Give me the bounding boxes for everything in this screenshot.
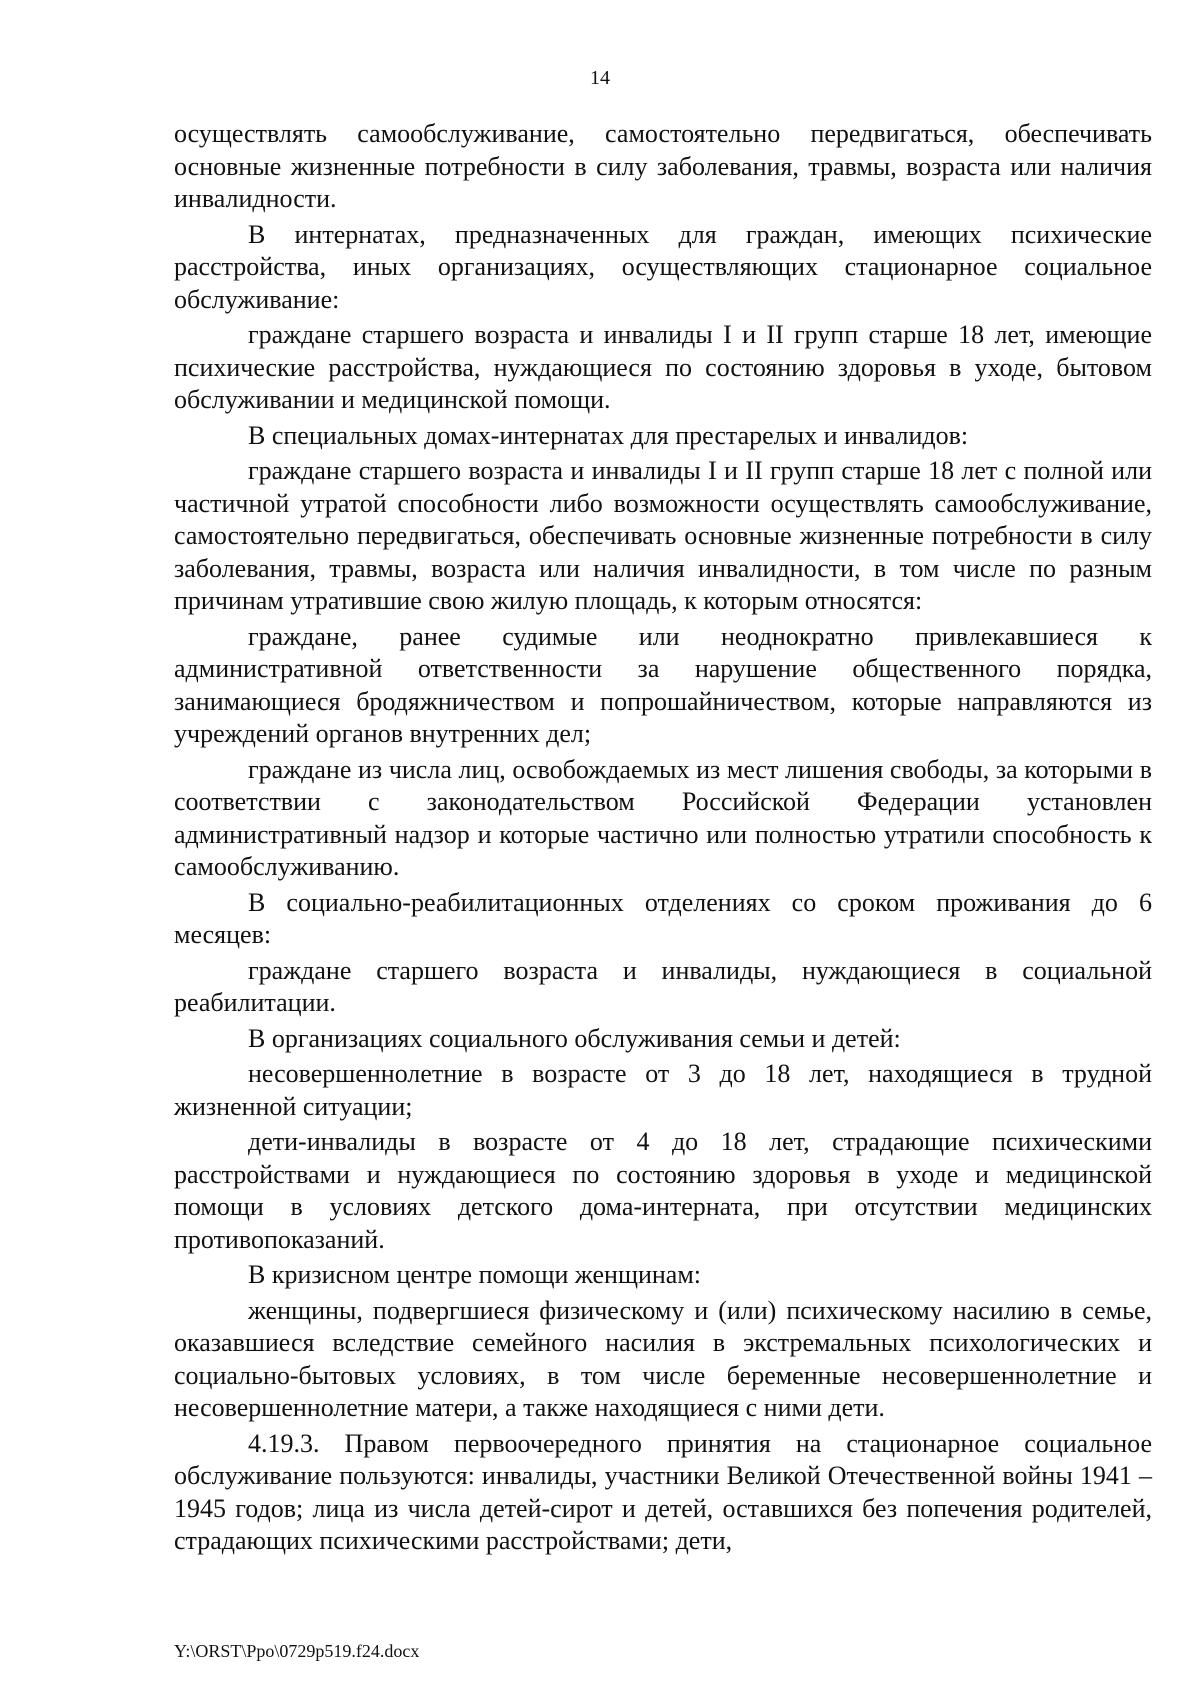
- paragraph-internats-citizens: граждане старшего возраста и инвалиды I и II групп старше 18 лет, имеющие психические расстройства, нуждающиеся по состоянию здоровья в уходе, бытовом обслуживании и медицинской помощи.: [174, 320, 1152, 414]
- paragraph-rehab-heading: В социально-реабилитационных отделениях со сроком проживания до 6 месяцев:: [174, 887, 1152, 949]
- paragraph-family-heading: В организациях социального обслуживания семьи и детей:: [248, 1023, 901, 1053]
- paragraph-special-homes-heading: В специальных домах-интернатах для престарелых и инвалидов:: [248, 420, 969, 450]
- paragraph-convicted-citizens: граждане, ранее судимые или неоднократно привлекавшиеся к административной ответственности за нарушение общественного порядка, занимающиеся бродяжничеством и попрошайничеством, которые направляются из учреждений органов внутренних дел;: [174, 621, 1152, 748]
- paragraph-disabled-children: дети-инвалиды в возрасте от 4 до 18 лет, страдающие психическими расстройствами и нуждающиеся по состоянию здоровья в уходе и медицинской помощи в условиях детского дома-интерната, при отсутствии медицинских противопоказаний.: [174, 1127, 1152, 1254]
- paragraph-minors: несовершеннолетние в возрасте от 3 до 18 лет, находящиеся в трудной жизненной ситуации;: [174, 1059, 1152, 1121]
- page-number: 14: [590, 67, 610, 89]
- document-body: [174, 118, 1152, 1561]
- paragraph-rehab-citizens: граждане старшего возраста и инвалиды, нуждающиеся в социальной реабилитации.: [174, 955, 1152, 1017]
- paragraph-internats-heading: В интернатах, предназначенных для граждан, имеющих психические расстройства, иных организациях, осуществляющих стационарное социальное обслуживание:: [174, 219, 1152, 314]
- footer-file-path: Y:\ORST\Ppo\0729p519.f24.docx: [174, 1641, 420, 1661]
- paragraph-crisis-center-heading: В кризисном центре помощи женщинам:: [248, 1260, 702, 1289]
- paragraph-special-homes-citizens: граждане старшего возраста и инвалиды I и II групп старше 18 лет с полной или частичной утратой способности либо возможности осуществлять самообслуживание, самостоятельно передвигаться, обеспечивать основные жизненные потребности в силу заболевания, травмы, возраста или наличия инвалидности, в том числе по разным причинам утратившие свою жилую площадь, к которым относятся:: [174, 456, 1152, 615]
- paragraph-section-4-19-3: 4.19.3. Правом первоочередного принятия на стационарное социальное обслуживание пользуются: инвалиды, участники Великой Отечественной войны 1941 – 1945 годов; лица из числа детей-сирот и детей, оставшихся без попечения родителей, страдающих психическими расстройствами; дети,: [174, 1428, 1152, 1555]
- paragraph-continuation: осуществлять самообслуживание, самостоятельно передвигаться, обеспечивать основные жизненные потребности в силу заболевания, травмы, возраста или наличия инвалидности.: [174, 119, 1152, 213]
- paragraph-women: женщины, подвергшиеся физическому и (или) психическому насилию в семье, оказавшиеся вследствие семейного насилия в экстремальных психологических и социально-бытовых условиях, в том числе беременные несовершеннолетние и несовершеннолетние матери, а также находящиеся с ними дети.: [174, 1295, 1152, 1422]
- paragraph-released-citizens: граждане из числа лиц, освобождаемых из мест лишения свободы, за которыми в соответствии с законодательством Российской Федерации установлен административный надзор и которые частично или полностью утратили способность к самообслуживанию.: [174, 754, 1152, 881]
